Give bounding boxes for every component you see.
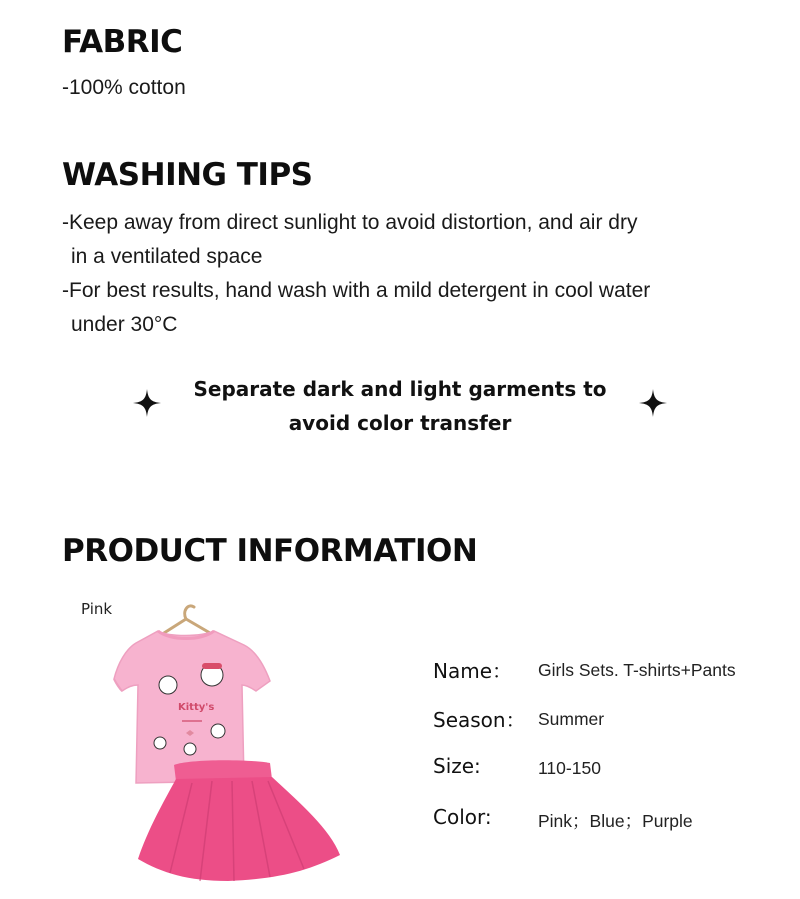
size-value: 110-150: [538, 758, 601, 778]
tshirt-graphic: [114, 631, 270, 783]
season-value: Summer: [538, 709, 605, 729]
callout-line-2: avoid color transfer: [288, 411, 512, 435]
name-value: Girls Sets. T-shirts+Pants: [538, 660, 736, 680]
variant-label: Pink: [81, 600, 113, 618]
color-value: Pink；Blue；Purple: [538, 811, 693, 831]
washing-tips-heading: WASHING TIPS: [62, 157, 313, 193]
name-label: Name：: [433, 659, 513, 683]
washing-tip-1-line-1: -Keep away from direct sunlight to avoid distortion, and air dry: [62, 211, 638, 234]
tshirt-print-text: Kitty's: [178, 702, 215, 713]
fabric-heading: FABRIC: [62, 24, 183, 60]
hanger-icon: [164, 606, 210, 633]
color-label: Color:: [433, 805, 492, 829]
size-label: Size:: [433, 754, 481, 778]
product-info-heading: PRODUCT INFORMATION: [62, 533, 478, 569]
sparkle-icon-right: [638, 388, 668, 418]
washing-tip-2-line-1: -For best results, hand wash with a mild detergent in cool water: [62, 279, 651, 302]
washing-tip-2-line-2: under 30°C: [71, 313, 178, 336]
color-transfer-callout: [180, 372, 620, 440]
sparkle-icon-left: [132, 388, 162, 418]
fabric-line: -100% cotton: [62, 76, 186, 99]
washing-tip-1-line-2: in a ventilated space: [71, 245, 263, 268]
product-image: [78, 593, 358, 893]
season-label: Season：: [433, 708, 526, 732]
callout-line-1: Separate dark and light garments to: [193, 377, 607, 401]
